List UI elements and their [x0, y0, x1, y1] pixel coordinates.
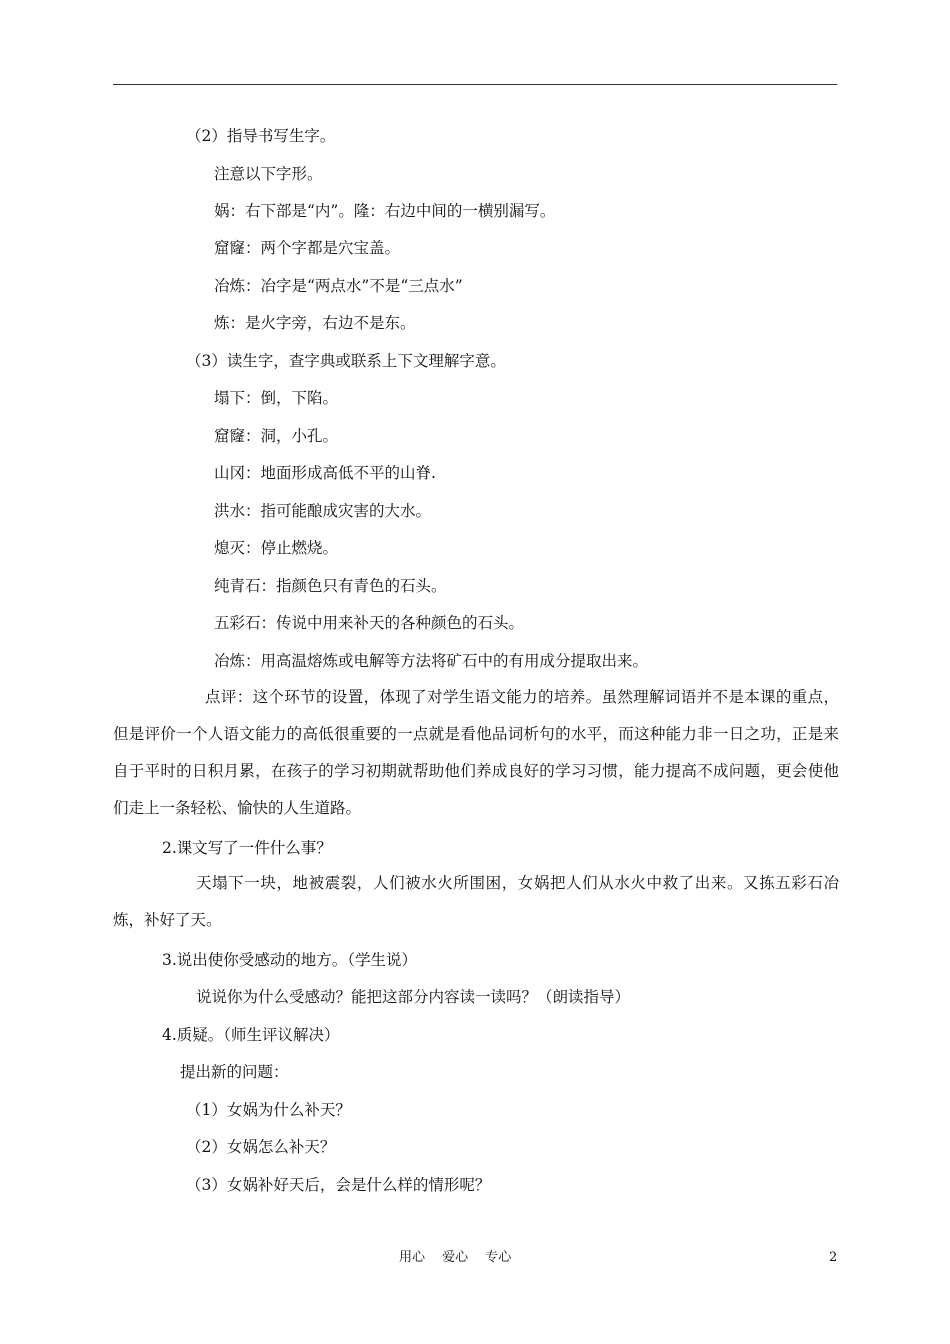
- vocab-line: 冶炼：用高温熔炼或电解等方法将矿石中的有用成分提取出来。: [214, 652, 649, 670]
- page-number: 2: [829, 1250, 838, 1265]
- question-4: 4.质疑。（师生评议解决）: [162, 1026, 340, 1044]
- text-line: 娲：右下部是“内”。隆：右边中间的一横别漏写。: [214, 202, 556, 220]
- question-3: 3.说出使你受感动的地方。（学生说）: [162, 951, 418, 969]
- vocab-line: 洪水：指可能酿成灾害的大水。: [214, 502, 432, 520]
- header-rule: [113, 84, 837, 85]
- footer-motto: 用心 爱心 专心: [399, 1250, 512, 1265]
- text-line: 注意以下字形。: [214, 165, 323, 183]
- question-2: 2.课文写了一件什么事？: [162, 839, 332, 857]
- new-question-item: （1）女娲为什么补天？: [186, 1101, 351, 1119]
- text-line: 冶炼：冶字是“两点水”不是“三点水”: [214, 277, 463, 295]
- new-question-item: （3）女娲补好天后，会是什么样的情形呢？: [186, 1176, 491, 1194]
- new-question-item: （2）女娲怎么补天？: [186, 1138, 336, 1156]
- vocab-line: 纯青石：指颜色只有青色的石头。: [214, 577, 447, 595]
- text-line: 窟窿：两个字都是穴宝盖。: [214, 239, 401, 257]
- answer-3: 说说你为什么受感动？能把这部分内容读一读吗？（朗读指导）: [196, 988, 631, 1006]
- vocab-line: 塌下：倒，下陷。: [214, 389, 339, 407]
- new-questions-intro: 提出新的问题：: [180, 1063, 289, 1081]
- text-line: 炼：是火字旁，右边不是东。: [214, 314, 416, 332]
- vocab-line: 窟窿：洞，小孔。: [214, 427, 339, 445]
- subsection-heading-2: （2）指导书写生字。: [186, 127, 336, 145]
- comment-paragraph: 点评：这个环节的设置，体现了对学生语文能力的培养。虽然理解词语并不是本课的重点，但是评价一个人语文能力的高低很重要的一点就是看他品词析句的水平，而这种能力非一日之功，正是来自于平时的日积月累，在孩子的学习初期就帮助他们养成良好的学习习惯，能力提高不成问题，更会使他们走上一条轻松、愉快的人生道路。: [113, 688, 839, 817]
- vocab-line: 山冈：地面形成高低不平的山脊.: [214, 464, 436, 482]
- vocab-line: 熄灭：停止燃烧。: [214, 539, 339, 557]
- answer-2: 天塌下一块，地被震裂，人们被水火所围困，女娲把人们从水火中救了出来。又拣五彩石冶炼，补好了天。: [113, 874, 839, 929]
- subsection-heading-3: （3）读生字，查字典或联系上下文理解字意。: [186, 352, 506, 370]
- vocab-line: 五彩石：传说中用来补天的各种颜色的石头。: [214, 614, 525, 632]
